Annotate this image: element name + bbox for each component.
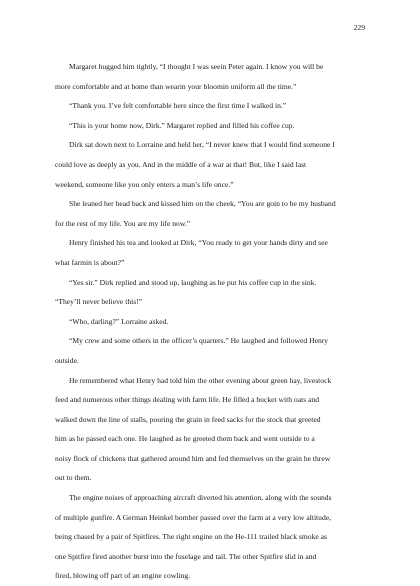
text-line: feed and numerous other things dealing with farm life. He filled a bucket with oats and xyxy=(55,395,320,405)
text-line: Henry finished his tea and looked at Dirk, “You ready to get your hands dirty and see xyxy=(69,238,328,248)
text-line: being chased by a pair of Spitfires. The right engine on the He-111 trailed black smoke as xyxy=(55,532,327,542)
text-line: of multiple gunfire. A German Heinkel bomber passed over the farm at a very low altitude, xyxy=(55,512,332,522)
text-line: Margaret hugged him tightly, “I thought I was seein Peter again. I know you will be xyxy=(69,62,324,71)
text-line: him as he passed each one. He laughed as he greeted them back and went outside to a xyxy=(55,434,315,444)
text-line: She leaned her head back and kissed him on the cheek, “You are goin to be my husband xyxy=(69,199,336,209)
text-line: The engine noises of approaching aircraft diverted his attention, along with the sounds xyxy=(69,493,332,503)
text-line: “This is your home now, Dirk.” Margaret replied and filled his coffee cup. xyxy=(69,120,295,130)
text-line: “Thank you. I’ve felt comfortable here since the first time I walked in.” xyxy=(69,101,287,111)
text-line: “Yes sir.” Dirk replied and stood up, laughing as he put his coffee cup in the sink. xyxy=(69,277,317,287)
text-line: one Spitfire fired another burst into the fuselage and tail. The other Spitfire slid in and xyxy=(55,551,317,561)
text-line: noisy flock of chickens that gathered around him and fed themselves on the grain he threw xyxy=(55,453,331,463)
text-line: Dirk sat down next to Lorraine and held her, “I never knew that I would find someone I xyxy=(69,140,335,150)
text-line: outside. xyxy=(55,355,79,365)
text-line: “Who, darling?” Lorraine asked. xyxy=(69,316,169,326)
body-text xyxy=(55,57,373,586)
text-line: more comfortable and at home than wearin your bloomin uniform all the time.” xyxy=(55,81,297,91)
text-line: “My crew and some others in the officer’s quarters.” He laughed and followed Henry xyxy=(69,336,329,346)
text-line: walked down the line of stalls, pouring the grain in feed sacks for the stock that greeted xyxy=(55,414,321,424)
text-line: for the rest of my life. You are my life now.” xyxy=(55,218,191,228)
text-line: “They’ll never believe this!” xyxy=(55,297,143,307)
page-number: 229 xyxy=(353,23,365,32)
text-line: He remembered what Henry had told him the other evening about green hay, livestock xyxy=(69,375,332,385)
text-line: out to them. xyxy=(55,473,92,483)
text-line: what farmin is about?” xyxy=(55,257,125,267)
text-line: weekend, someone like you only enters a man’s life once.” xyxy=(55,179,234,189)
text-line: could love as deeply as you. And in the middle of a war at that! But, like I said last xyxy=(55,159,307,169)
text-line: fired, blowing off part of an engine cowling. xyxy=(55,571,191,581)
